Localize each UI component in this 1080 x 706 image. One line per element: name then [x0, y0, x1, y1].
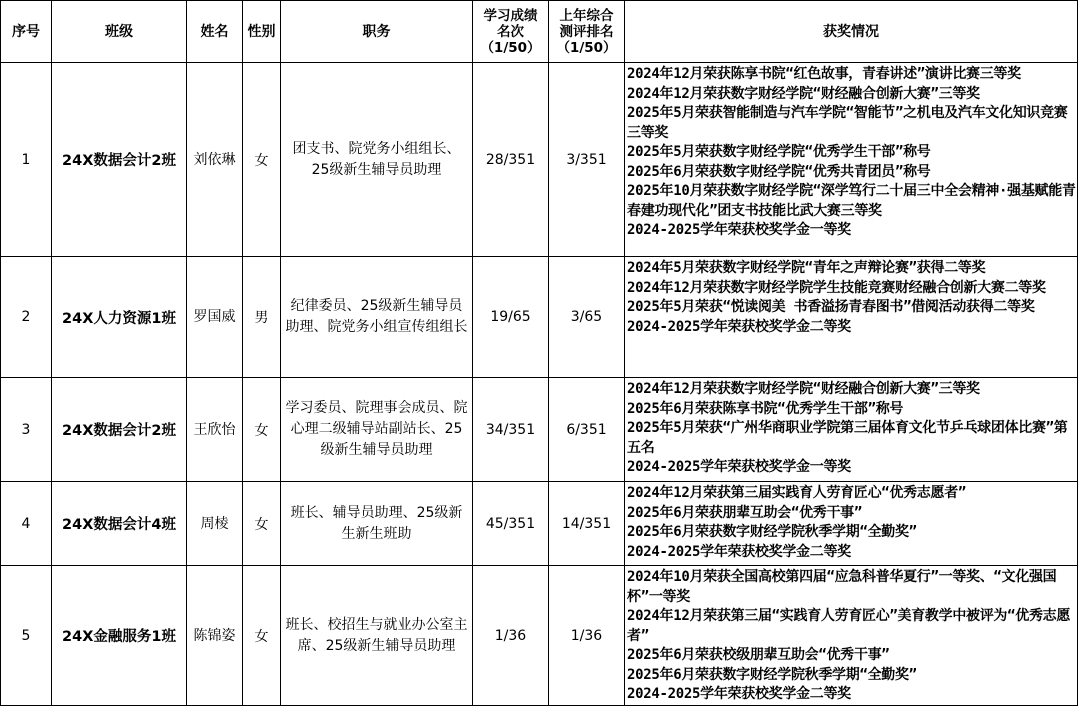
award-item: 2025年10月荣获数字财经学院“深学笃行二十届三中全会精神·强基赋能青春建功现代化”团支书技能比武大赛三等奖 [627, 183, 1076, 219]
header-study-rank [473, 1, 549, 63]
row-index: 4 [1, 482, 52, 566]
row-eval-rank: 3/65 [549, 257, 625, 378]
header-study-rank-line2: 名次 [497, 23, 524, 40]
row-index: 5 [1, 566, 52, 706]
award-item: 2024年12月荣获第三届“实践育人劳育匠心”美育教学中被评为“优秀志愿者” [627, 608, 1071, 644]
header-class: 班级 [52, 1, 187, 63]
header-eval-rank-line3: （1/50） [556, 39, 617, 56]
row-name: 罗国威 [187, 257, 243, 378]
row-study-rank: 1/36 [473, 566, 549, 706]
award-item: 2025年5月荣获智能制造与汽车学院“智能节”之机电及汽车文化知识竞赛三等奖 [627, 105, 1068, 141]
row-class: 24X数据会计2班 [52, 378, 187, 482]
row-awards [625, 63, 1078, 257]
row-index: 1 [1, 63, 52, 257]
row-duty: 团支书、院党务小组组长、25级新生辅导员助理 [281, 63, 473, 257]
row-duty: 班长、辅导员助理、25级新生新生班助 [281, 482, 473, 566]
row-class: 24X人力资源1班 [52, 257, 187, 378]
header-index: 序号 [1, 1, 52, 63]
award-item: 2024年5月荣获数字财经学院“青年之声辩论赛”获得二等奖 [627, 260, 986, 276]
award-item: 2025年6月荣获朋辈互助会“优秀干事” [627, 504, 863, 521]
award-item: 2024年10月荣获全国高校第四届“应急科普华夏行”一等奖、“文化强国杯”一等奖 [627, 569, 1057, 605]
table-row [1, 63, 1078, 257]
header-eval-rank-line1: 上年综合 [559, 7, 614, 24]
award-item: 2025年5月荣获“悦读阅美 书香溢扬青春图书”借阅活动获得二等奖 [627, 299, 1035, 315]
table-row [1, 566, 1078, 706]
row-duty: 纪律委员、25级新生辅导员助理、院党务小组宣传组组长 [281, 257, 473, 378]
row-study-rank: 19/65 [473, 257, 549, 378]
row-name: 王欣怡 [187, 378, 243, 482]
row-class: 24X金融服务1班 [52, 566, 187, 706]
header-gender: 性别 [243, 1, 281, 63]
award-item: 2025年5月荣获“广州华商职业学院第三届体育文化节乒乓球团体比赛”第五名 [627, 420, 1068, 456]
table-row [1, 482, 1078, 566]
header-awards: 获奖情况 [625, 1, 1078, 63]
row-name: 周棱 [187, 482, 243, 566]
row-gender: 女 [243, 482, 281, 566]
table-row [1, 378, 1078, 482]
award-item: 2025年6月荣获数字财经学院“优秀共青团员”称号 [627, 163, 931, 180]
row-eval-rank: 1/36 [549, 566, 625, 706]
row-eval-rank: 6/351 [549, 378, 625, 482]
row-gender: 男 [243, 257, 281, 378]
row-name: 陈锦姿 [187, 566, 243, 706]
row-awards [625, 378, 1078, 482]
row-study-rank: 45/351 [473, 482, 549, 566]
header-study-rank-line3: （1/50） [480, 39, 541, 56]
award-item: 2025年6月荣获校级朋辈互助会“优秀干事” [627, 647, 890, 663]
award-item: 2024-2025学年荣获校奖学金二等奖 [627, 543, 851, 560]
header-duty: 职务 [281, 1, 473, 63]
row-awards [625, 257, 1078, 378]
award-item: 2024-2025学年荣获校奖学金一等奖 [627, 222, 851, 238]
table-row [1, 257, 1078, 378]
row-study-rank: 28/351 [473, 63, 549, 257]
award-item: 2024年12月荣获数字财经学院“财经融合创新大赛”三等奖 [627, 381, 980, 397]
row-duty: 学习委员、院理事会成员、院心理二级辅导站副站长、25级新生辅导员助理 [281, 378, 473, 482]
row-index: 3 [1, 378, 52, 482]
header-name: 姓名 [187, 1, 243, 63]
row-eval-rank: 3/351 [549, 63, 625, 257]
award-item: 2025年6月荣获数字财经学院秋季学期“全勤奖” [627, 666, 917, 683]
row-index: 2 [1, 257, 52, 378]
award-item: 2024年12月荣获第三届实践育人劳育匠心“优秀志愿者” [627, 485, 967, 501]
award-item: 2024-2025学年荣获校奖学金二等奖 [627, 318, 851, 335]
row-class: 24X数据会计4班 [52, 482, 187, 566]
row-awards [625, 566, 1078, 706]
award-item: 2024-2025学年荣获校奖学金一等奖 [627, 459, 851, 475]
award-item: 2024年12月荣获数字财经学院“财经融合创新大赛”三等奖 [627, 85, 980, 102]
header-eval-rank [549, 1, 625, 63]
award-item: 2025年6月荣获陈享书院“优秀学生干部”称号 [627, 400, 904, 417]
row-gender: 女 [243, 566, 281, 706]
header-study-rank-line1: 学习成绩 [483, 7, 538, 24]
row-gender: 女 [243, 63, 281, 257]
award-item: 2024年12月荣获数字财经学院学生技能竞赛财经融合创新大赛二等奖 [627, 279, 1046, 296]
row-study-rank: 34/351 [473, 378, 549, 482]
award-item: 2024年12月荣获陈享书院“红色故事，青春讲述”演讲比赛三等奖 [627, 66, 1021, 82]
row-eval-rank: 14/351 [549, 482, 625, 566]
row-name: 刘依琳 [187, 63, 243, 257]
award-item: 2025年6月荣获数字财经学院秋季学期“全勤奖” [627, 524, 917, 540]
row-duty: 班长、校招生与就业办公室主席、25级新生辅导员助理 [281, 566, 473, 706]
row-awards [625, 482, 1078, 566]
row-gender: 女 [243, 378, 281, 482]
award-item: 2025年5月荣获数字财经学院“优秀学生干部”称号 [627, 144, 931, 160]
award-item: 2024-2025学年荣获校奖学金二等奖 [627, 686, 851, 702]
header-row [1, 1, 1078, 63]
header-eval-rank-line2: 测评排名 [559, 23, 614, 40]
row-class: 24X数据会计2班 [52, 63, 187, 257]
